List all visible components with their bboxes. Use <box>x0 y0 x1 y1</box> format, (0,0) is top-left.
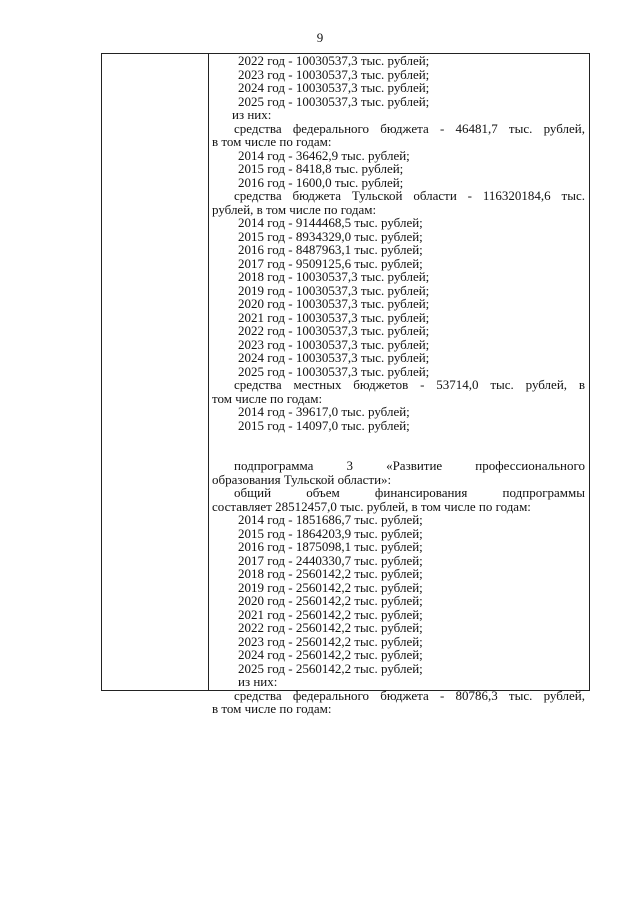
local-budget-line: средства местных бюджетов - 53714,0 тыс. рублей, в <box>234 377 585 392</box>
local-year-line: 2015 год - 14097,0 тыс. рублей; <box>238 417 410 433</box>
year-line: 2024 год - 10030537,3 тыс. рублей; <box>238 80 430 95</box>
of-them-label: из них: <box>238 674 278 689</box>
local-year-line: 2014 год - 39617,0 тыс. рублей; <box>238 404 410 419</box>
oblast-budget-line-cont: рублей, в том числе по годам: <box>212 201 377 217</box>
federal-budget-line: средства федерального бюджета - 80786,3 тыс. рублей, <box>234 687 585 703</box>
subprogram-year-line: 2023 год - 2560142,2 тыс. рублей; <box>238 633 423 649</box>
oblast-year-line: 2019 год - 10030537,3 тыс. рублей; <box>238 282 430 298</box>
federal-budget-line: средства федерального бюджета - 46481,7 тыс. рублей, <box>234 120 585 136</box>
subprogram-year-line: 2016 год - 1875098,1 тыс. рублей; <box>238 539 423 554</box>
oblast-year-line: 2022 год - 10030537,3 тыс. рублей; <box>238 323 430 338</box>
oblast-year-line: 2014 год - 9144468,5 тыс. рублей; <box>238 215 423 230</box>
subprogram-year-line: 2018 год - 2560142,2 тыс. рублей; <box>238 566 423 581</box>
subprogram-year-line: 2022 год - 2560142,2 тыс. рублей; <box>238 620 423 635</box>
oblast-year-line: 2023 год - 10030537,3 тыс. рублей; <box>238 336 430 352</box>
oblast-year-line: 2018 год - 10030537,3 тыс. рублей; <box>238 269 430 284</box>
federal-year-line: 2016 год - 1600,0 тыс. рублей; <box>238 174 404 190</box>
oblast-year-line: 2016 год - 8487963,1 тыс. рублей; <box>238 242 423 257</box>
federal-budget-line-cont: в том числе по годам: <box>212 701 332 716</box>
subprogram-year-line: 2021 год - 2560142,2 тыс. рублей; <box>238 606 423 622</box>
oblast-year-line: 2021 год - 10030537,3 тыс. рублей; <box>238 309 430 325</box>
table-content-cell <box>212 53 585 716</box>
oblast-year-line: 2020 год - 10030537,3 тыс. рублей; <box>238 296 430 311</box>
subprogram-total-line-cont: составляет 28512457,0 тыс. рублей, в том числе по годам: <box>212 498 531 514</box>
oblast-year-line: 2017 год - 9509125,6 тыс. рублей; <box>238 255 423 271</box>
year-line: 2023 год - 10030537,3 тыс. рублей; <box>238 66 430 82</box>
federal-year-line: 2014 год - 36462,9 тыс. рублей; <box>238 147 410 163</box>
subprogram-total-line: общий объем финансирования подпрограммы <box>234 485 585 500</box>
oblast-year-line: 2025 год - 10030537,3 тыс. рублей; <box>238 363 430 379</box>
subprogram-title-line: подпрограмма 3 «Развитие профессионального <box>234 458 585 473</box>
year-line: 2025 год - 10030537,3 тыс. рублей; <box>238 93 430 109</box>
subprogram-year-line: 2020 год - 2560142,2 тыс. рублей; <box>238 593 423 608</box>
financing-table <box>101 53 590 716</box>
subprogram-year-line: 2014 год - 1851686,7 тыс. рублей; <box>238 512 423 527</box>
federal-budget-line-cont: в том числе по годам: <box>212 134 332 149</box>
local-budget-line-cont: том числе по годам: <box>212 390 323 406</box>
subprogram-year-line: 2015 год - 1864203,9 тыс. рублей; <box>238 525 423 541</box>
oblast-year-line: 2024 год - 10030537,3 тыс. рублей; <box>238 350 430 365</box>
oblast-year-line: 2015 год - 8934329,0 тыс. рублей; <box>238 228 423 244</box>
subprogram-year-line: 2024 год - 2560142,2 тыс. рублей; <box>238 647 423 662</box>
federal-year-line: 2015 год - 8418,8 тыс. рублей; <box>238 161 404 176</box>
subprogram-year-line: 2025 год - 2560142,2 тыс. рублей; <box>238 660 423 676</box>
year-line: 2022 год - 10030537,3 тыс. рублей; <box>238 53 430 68</box>
oblast-budget-line: средства бюджета Тульской области - 116320184,6 тыс. <box>234 188 585 203</box>
subprogram-year-line: 2017 год - 2440330,7 тыс. рублей; <box>238 552 423 568</box>
subprogram-title-line-cont: образования Тульской области»: <box>212 471 392 487</box>
table-left-cell <box>102 54 209 690</box>
paragraph-spacer <box>212 432 585 459</box>
subprogram-year-line: 2019 год - 2560142,2 тыс. рублей; <box>238 579 423 595</box>
page-number: 9 <box>316 30 324 45</box>
of-them-label: из них: <box>232 107 272 122</box>
